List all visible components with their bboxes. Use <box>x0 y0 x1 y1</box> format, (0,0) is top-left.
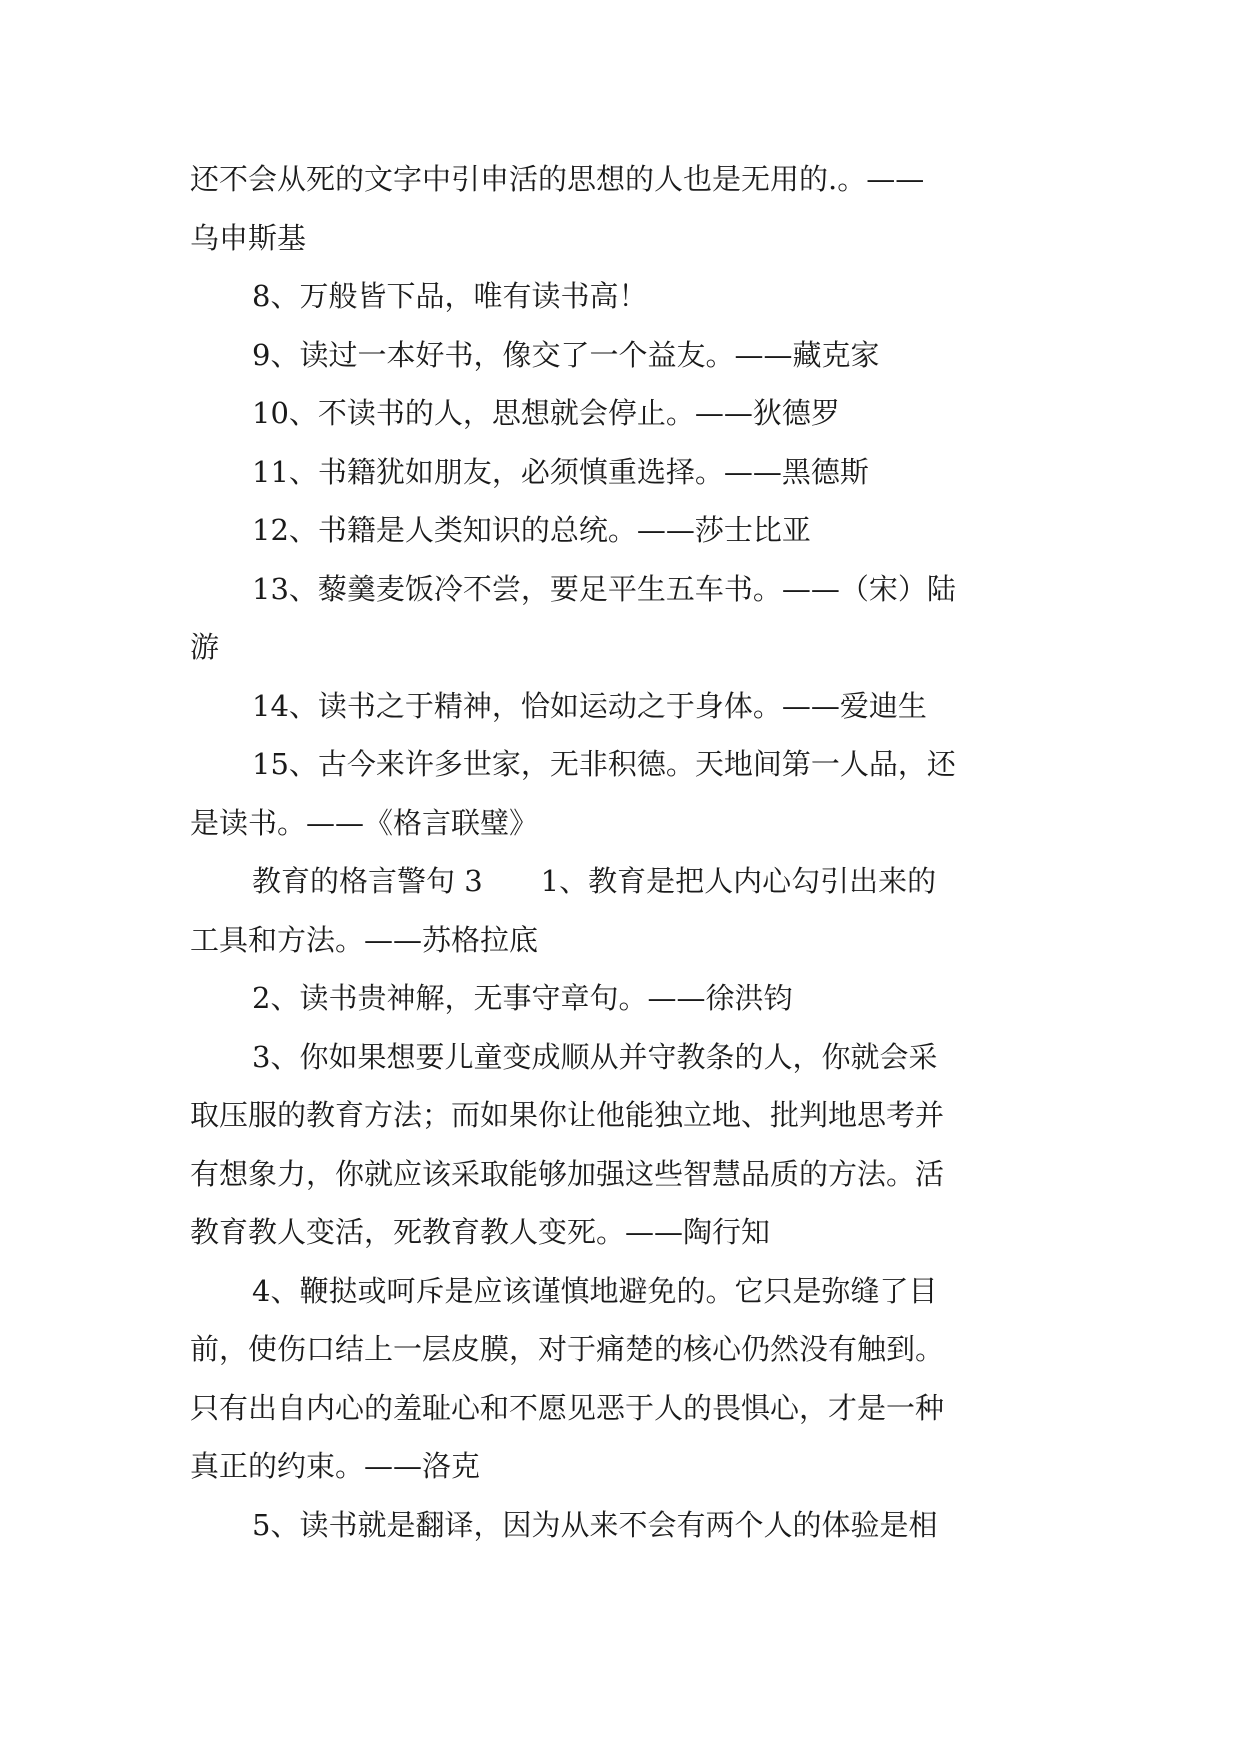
text-line: 工具和方法。——苏格拉底 <box>190 922 539 957</box>
text-line: 9、读过一本好书，像交了一个益友。——藏克家 <box>252 337 880 372</box>
section-heading-line: 教育的格言警句 3 1、教育是把人内心勾引出来的 <box>252 864 937 898</box>
text-line: 有想象力，你就应该采取能够加强这些智慧品质的方法。活 <box>190 1156 945 1191</box>
text-line: 12、书籍是人类知识的总统。——莎士比亚 <box>252 513 811 547</box>
text-line: 游 <box>190 630 220 664</box>
text-line: 是读书。——《格言联璧》 <box>190 805 539 840</box>
text-line: 4、鞭挞或呵斥是应该谨慎地避免的。它只是弥缝了目 <box>252 1273 938 1308</box>
text-line: 只有出自内心的羞耻心和不愿见恶于人的畏惧心，才是一种 <box>190 1390 945 1425</box>
text-line: 3、你如果想要儿童变成顺从并守教条的人，你就会采 <box>252 1039 938 1074</box>
text-line: 8、万般皆下品，唯有读书高！ <box>252 279 648 313</box>
text-line: 前，使伤口结上一层皮膜，对于痛楚的核心仍然没有触到。 <box>190 1332 945 1366</box>
text-line: 乌申斯基 <box>190 220 307 255</box>
text-line: 13、藜羹麦饭冷不尝，要足平生五车书。——（宋）陆 <box>252 571 956 606</box>
text-line: 14、读书之于精神，恰如运动之于身体。——爱迪生 <box>252 688 927 723</box>
text-line: 11、书籍犹如朋友，必须慎重选择。——黑德斯 <box>252 454 869 489</box>
text-line: 15、古今来许多世家，无非积德。天地间第一人品，还 <box>252 747 956 781</box>
text-line: 真正的约束。——洛克 <box>190 1449 481 1483</box>
text-line: 教育教人变活，死教育教人变死。——陶行知 <box>190 1215 771 1249</box>
text-line: 10、不读书的人，思想就会停止。——狄德罗 <box>252 396 840 430</box>
text-line: 取压服的教育方法；而如果你让他能独立地、批判地思考并 <box>190 1098 945 1132</box>
text-line: 还不会从死的文字中引申活的思想的人也是无用的.。—— <box>190 162 925 196</box>
text-line: 2、读书贵神解，无事守章句。——徐洪钧 <box>252 981 793 1015</box>
text-line: 5、读书就是翻译，因为从来不会有两个人的体验是相 <box>252 1507 938 1542</box>
document-body <box>190 150 1050 1554</box>
